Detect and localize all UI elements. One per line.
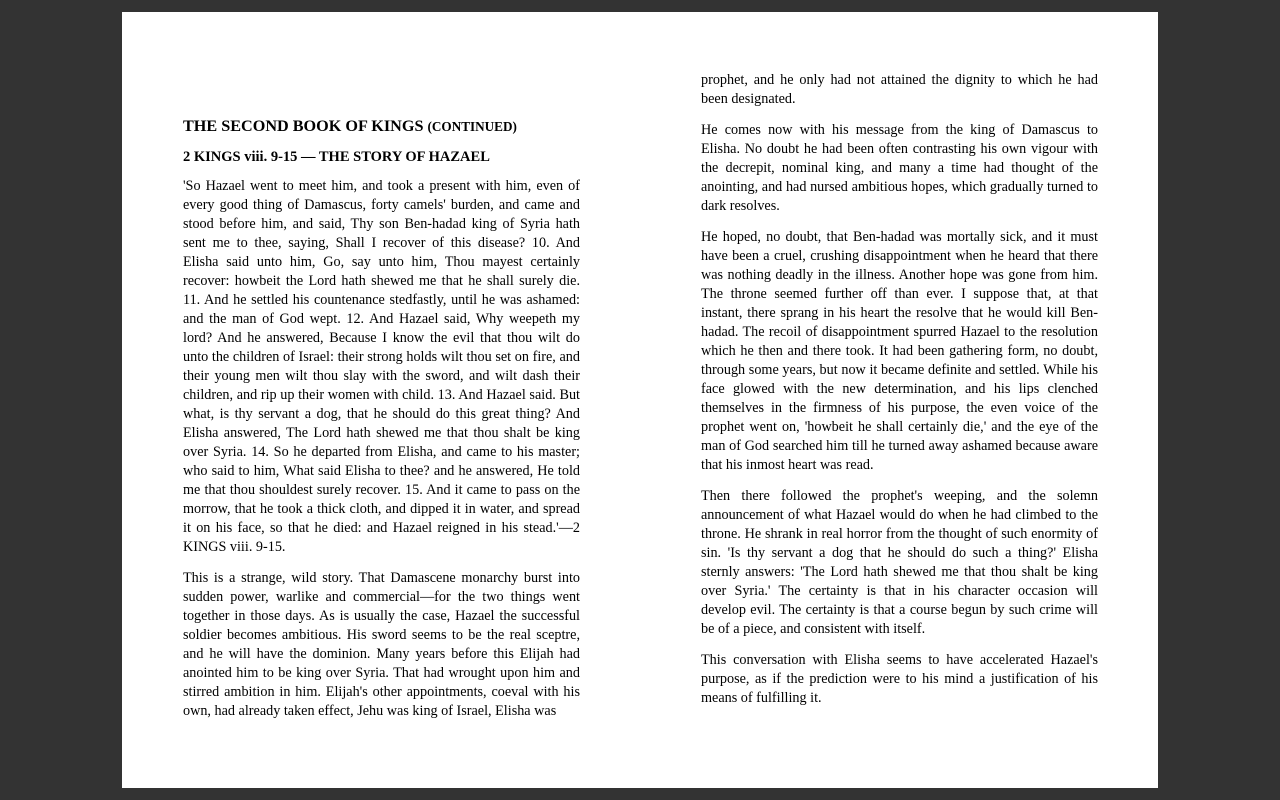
book-title — [183, 117, 580, 136]
chapter-title: 2 KINGS viii. 9-15 — THE STORY OF HAZAEL — [183, 149, 490, 165]
body-paragraph: This is a strange, wild story. That Damascene monarchy burst into sudden power, warlike and commercial—for the two things went together in those days. As is usually the case, Hazael the successful soldier becomes ambitious. His sword seems to be the real sceptre, and he will have the dominion. Many years before this Elijah had anointed him to be king over Syria. That had wrought upon him and stirred ambition in him. Elijah's other appointments, coeval with his own, had already taken effect, Jehu was king of Israel, Elisha was — [183, 570, 580, 719]
body-paragraph: Then there followed the prophet's weeping, and the solemn announcement of what Hazael would do when he had climbed to the throne. He shrank in real horror from the thought of such enormity of sin. 'Is thy servant a dog that he should do such a thing?' Elisha sternly answers: 'The Lord hath shewed me that thou shalt be king over Syria.' The certainty is that in his character occasion will develop evil. The certainty is that a course begun by such crime will be of a piece, and consistent with itself. — [701, 488, 1098, 637]
book-page-spread — [122, 12, 1158, 788]
body-paragraph: This conversation with Elisha seems to have accelerated Hazael's purpose, as if the prediction were to his mind a justification of his means of fulfilling it. — [701, 652, 1098, 706]
body-paragraph: He comes now with his message from the king of Damascus to Elisha. No doubt he had been often contrasting his own vigour with the decrepit, nominal king, and many a time had thought of the anointing, and had nursed ambitious hopes, which gradually turned to dark resolves. — [701, 122, 1098, 214]
body-paragraph: He hoped, no doubt, that Ben-hadad was mortally sick, and it must have been a cruel, crushing disappointment when he heard that there was nothing deadly in the illness. Another hope was gone from him. The throne seemed further off than ever. I suppose that, at that instant, there sprang in his heart the resolve that he would kill Ben-hadad. The recoil of disappointment spurred Hazael to the resolution which he then and there took. It had been gathering form, no doubt, through some years, but now it became definite and settled. While his face glowed with the new determination, and his lips clenched themselves in the firmness of his purpose, the even voice of the prophet went on, 'howbeit he shall certainly die,' and the eye of the man of God searched him till he turned away ashamed because aware that his inmost heart was read. — [701, 229, 1098, 473]
body-paragraph: prophet, and he only had not attained the dignity to which he had been designated. — [701, 72, 1098, 107]
book-title-suffix: (CONTINUED) — [427, 119, 517, 134]
left-page-column — [183, 117, 580, 733]
right-page-column — [701, 71, 1098, 720]
scripture-passage: 'So Hazael went to meet him, and took a present with him, even of every good thing of Damascus, forty camels' burden, and came and stood before him, and said, Thy son Ben-hadad king of Syria hath sent me to thee, saying, Shall I recover of this disease? 10. And Elisha said unto him, Go, say unto him, Thou mayest certainly recover: howbeit the Lord hath shewed me that he shall surely die. 11. And he settled his countenance stedfastly, until he was ashamed: and the man of God wept. 12. And Hazael said, Why weepeth my lord? And he answered, Because I know the evil that thou wilt do unto the children of Israel: their strong holds wilt thou set on fire, and their young men wilt thou slay with the sword, and wilt dash their children, and rip up their women with child. 13. And Hazael said. But what, is thy servant a dog, that he should do this great thing? And Elisha answered, The Lord hath shewed me that thou shalt be king over Syria. 14. So he departed from Elisha, and came to his master; who said to him, What said Elisha to thee? and he answered, He told me that thou shouldest surely recover. 15. And it came to pass on the morrow, that he took a thick cloth, and dipped it in water, and spread it on his face, so that he died: and Hazael reigned in his stead.'—2 KINGS viii. 9-15. — [183, 178, 580, 555]
book-title-text: THE SECOND BOOK OF KINGS — [183, 117, 424, 135]
